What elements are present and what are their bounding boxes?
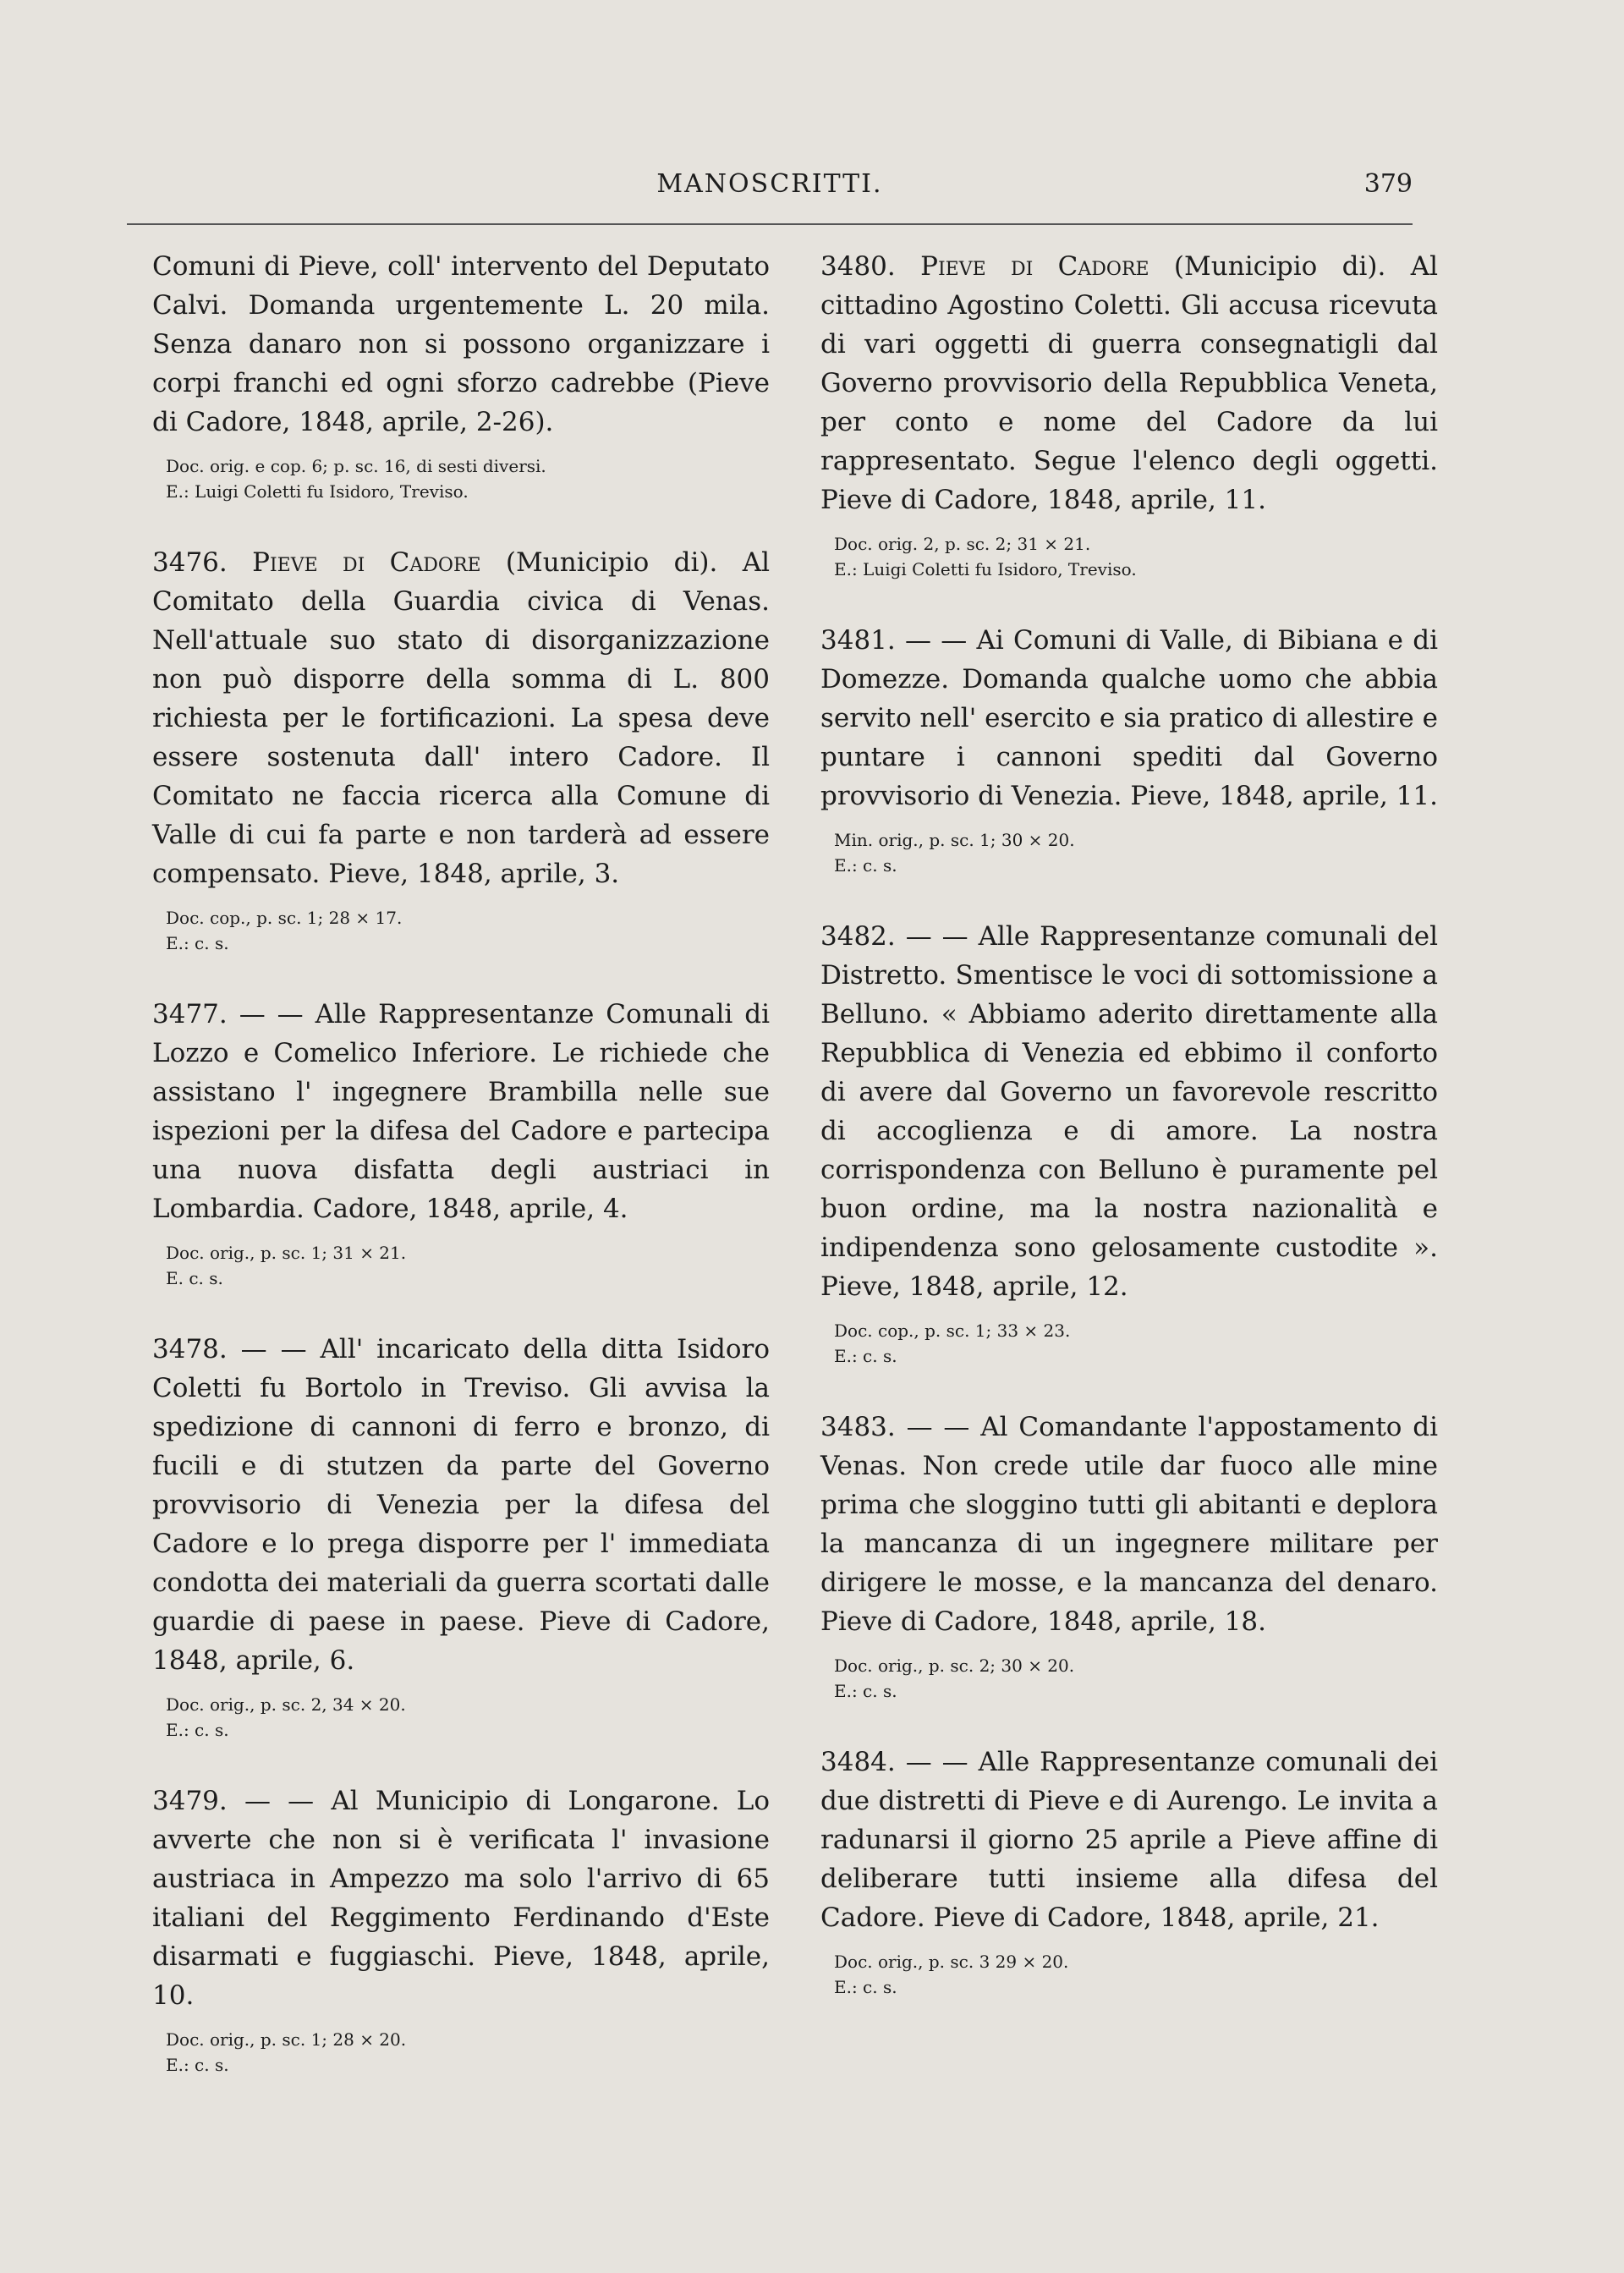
entry-place: — —: [905, 1747, 968, 1777]
entry-number: 3477.: [152, 999, 228, 1029]
entry-edition: E.: c. s.: [834, 1346, 897, 1366]
entry-meta: [834, 827, 1438, 878]
entry-number: 3476.: [152, 547, 228, 578]
entry: [820, 1408, 1438, 1704]
entry: [820, 917, 1438, 1369]
page-number: 379: [1363, 169, 1413, 199]
entry-text: All' incaricato della ditta Isidoro Coletti fu Bortolo in Treviso. Gli avvisa la spedizione di cannoni di ferro e bronzo, di fucili e di stutzen da parte del Governo provvisorio di Venezia per la difesa del Cadore e lo prega disporre per l' immediata condotta dei materiali da guerra scortati dalle guardie di paese in paese. Pieve di Cadore, 1848, aprile, 6.: [152, 1334, 771, 1676]
entry-edition: E.: Luigi Coletti fu Isidoro, Treviso.: [834, 559, 1137, 579]
entry-text: Al Comandante l'appostamento di Venas. Non crede utile dar fuoco alle mine prima che sloggino tutti gli abitanti e deplora la mancanza di un ingegnere militare per dirigere le mosse, e la mancanza del denaro. Pieve di Cadore, 1848, aprile, 18.: [820, 1412, 1439, 1637]
left-column: [152, 247, 770, 2117]
entry: [152, 995, 770, 1291]
page-title: MANOSCRITTI.: [656, 169, 883, 199]
entry-place: Pieve di Cadore: [252, 547, 481, 578]
entry: [820, 1743, 1438, 2000]
entry: [152, 247, 770, 504]
entry-number: 3479.: [152, 1786, 228, 1816]
entry-text: Al Municipio di Longarone. Lo avverte che non si è verificata l' invasione austriaca in Ampezzo ma solo l'arrivo di 65 italiani del Reggimento Ferdinando d'Este disarmati e fuggiaschi. Pieve, 1848, aprile, 10.: [152, 1786, 771, 2011]
entry-edition: E.: c. s.: [834, 1681, 897, 1701]
entry-place: — —: [240, 1334, 307, 1364]
entry-text: Comuni di Pieve, coll' intervento del Deputato Calvi. Domanda urgentemente L. 20 mila. Senza danaro non si possono organizzare i corpi franchi ed ogni sforzo cadrebbe (Pieve di Cadore, 1848, aprile, 2-26).: [152, 251, 770, 437]
entry-place: Pieve di Cadore: [920, 251, 1149, 282]
entry-doc: Doc. orig., p. sc. 1; 28 × 20.: [166, 2029, 407, 2050]
entry-text: (Municipio di). Al cittadino Agostino Coletti. Gli accusa ricevuta di vari oggetti di guerra consegnatigli dal Governo provvisorio della Repubblica Veneta, per conto e nome del Cadore da lui rappresentato. Segue l'elenco degli oggetti. Pieve di Cadore, 1848, aprile, 11.: [820, 251, 1438, 515]
entry: [152, 1330, 770, 1743]
entry-number: 3482.: [820, 921, 896, 952]
entry-place: — —: [904, 625, 968, 656]
entry-number: 3484.: [820, 1747, 896, 1777]
entry-edition: E. c. s.: [166, 1268, 223, 1288]
entry-meta: [834, 1949, 1438, 2000]
entry-meta: [834, 1653, 1438, 1704]
entry-text: Alle Rappresentanze comunali del Distretto. Smentisce le voci di sottomissione a Belluno. « Abbiamo aderito direttamente alla Repubblica di Venezia ed ebbimo il conforto di avere dal Governo un favorevole rescritto di accoglienza e di amore. La nostra corrispondenza con Belluno è puramente pel buon ordine, ma la nostra nazionalità e indipendenza sono gelosamente custodite ». Pieve, 1848, aprile, 12.: [820, 921, 1438, 1302]
entry-text: Alle Rappresentanze Comunali di Lozzo e Comelico Inferiore. Le richiede che assistano l' ingegnere Brambilla nelle sue ispezioni per la difesa del Cadore e partecipa una nuova disfatta degli austriaci in Lombardia. Cadore, 1848, aprile, 4.: [152, 999, 770, 1224]
entry-edition: E.: Luigi Coletti fu Isidoro, Treviso.: [166, 481, 469, 502]
entry-meta: [166, 2027, 770, 2078]
entry-meta: [834, 1318, 1438, 1369]
entry-number: 3481.: [820, 625, 896, 656]
entry-meta: [166, 1692, 770, 1743]
entry-place: — —: [239, 999, 304, 1029]
entry-doc: Doc. orig. 2, p. sc. 2; 31 × 21.: [834, 534, 1091, 554]
entry: [820, 247, 1438, 582]
entry-meta: [166, 453, 770, 504]
entry-edition: E.: c. s.: [166, 933, 229, 953]
entry-place: — —: [905, 921, 968, 952]
entry-meta: [166, 905, 770, 956]
entry-place: — —: [906, 1412, 970, 1442]
entry-edition: E.: c. s.: [834, 855, 897, 876]
entry-doc: Doc. orig., p. sc. 3 29 × 20.: [834, 1952, 1069, 1972]
right-column: [820, 247, 1438, 2039]
entry-place: — —: [244, 1786, 315, 1816]
entry-meta: [834, 531, 1438, 582]
entry-number: 3478.: [152, 1334, 228, 1364]
header-rule: [127, 223, 1413, 225]
running-header: [127, 169, 1413, 211]
entry-edition: E.: c. s.: [834, 1977, 897, 1997]
entry-meta: [166, 1240, 770, 1291]
entry-edition: E.: c. s.: [166, 1720, 229, 1740]
entry: [152, 1782, 770, 2078]
entry-text: (Municipio di). Al Comitato della Guardia civica di Venas. Nell'attuale suo stato di disorganizzazione non può disporre della somma di L. 800 richiesta per le fortificazioni. La spesa deve essere sostenuta dall' intero Cadore. Il Comitato ne faccia ricerca alla Comune di Valle di cui fa parte e non tarderà ad essere compensato. Pieve, 1848, aprile, 3.: [152, 547, 770, 889]
entry-doc: Doc. cop., p. sc. 1; 33 × 23.: [834, 1320, 1071, 1341]
entry-doc: Doc. cop., p. sc. 1; 28 × 17.: [166, 908, 403, 928]
entry-text: Ai Comuni di Valle, di Bibiana e di Domezze. Domanda qualche uomo che abbia servito nell' esercito e sia pratico di allestire e puntare i cannoni spediti dal Governo provvisorio di Venezia. Pieve, 1848, aprile, 11.: [820, 625, 1439, 811]
entry-doc: Doc. orig., p. sc. 2, 34 × 20.: [166, 1694, 406, 1715]
entry: [820, 621, 1438, 878]
entry-text: Alle Rappresentanze comunali dei due distretti di Pieve e di Aurengo. Le invita a radunarsi il giorno 25 aprile a Pieve affine di deliberare tutti insieme alla difesa del Cadore. Pieve di Cadore, 1848, aprile, 21.: [820, 1747, 1438, 1933]
entry-doc: Doc. orig., p. sc. 1; 31 × 21.: [166, 1243, 407, 1263]
entry-number: 3480.: [820, 251, 896, 282]
entry-doc: Doc. orig., p. sc. 2; 30 × 20.: [834, 1655, 1075, 1676]
entry-number: 3483.: [820, 1412, 896, 1442]
entry: [152, 543, 770, 956]
entry-doc: Min. orig., p. sc. 1; 30 × 20.: [834, 830, 1075, 850]
entry-doc: Doc. orig. e cop. 6; p. sc. 16, di sesti diversi.: [166, 456, 546, 476]
entry-edition: E.: c. s.: [166, 2055, 229, 2075]
